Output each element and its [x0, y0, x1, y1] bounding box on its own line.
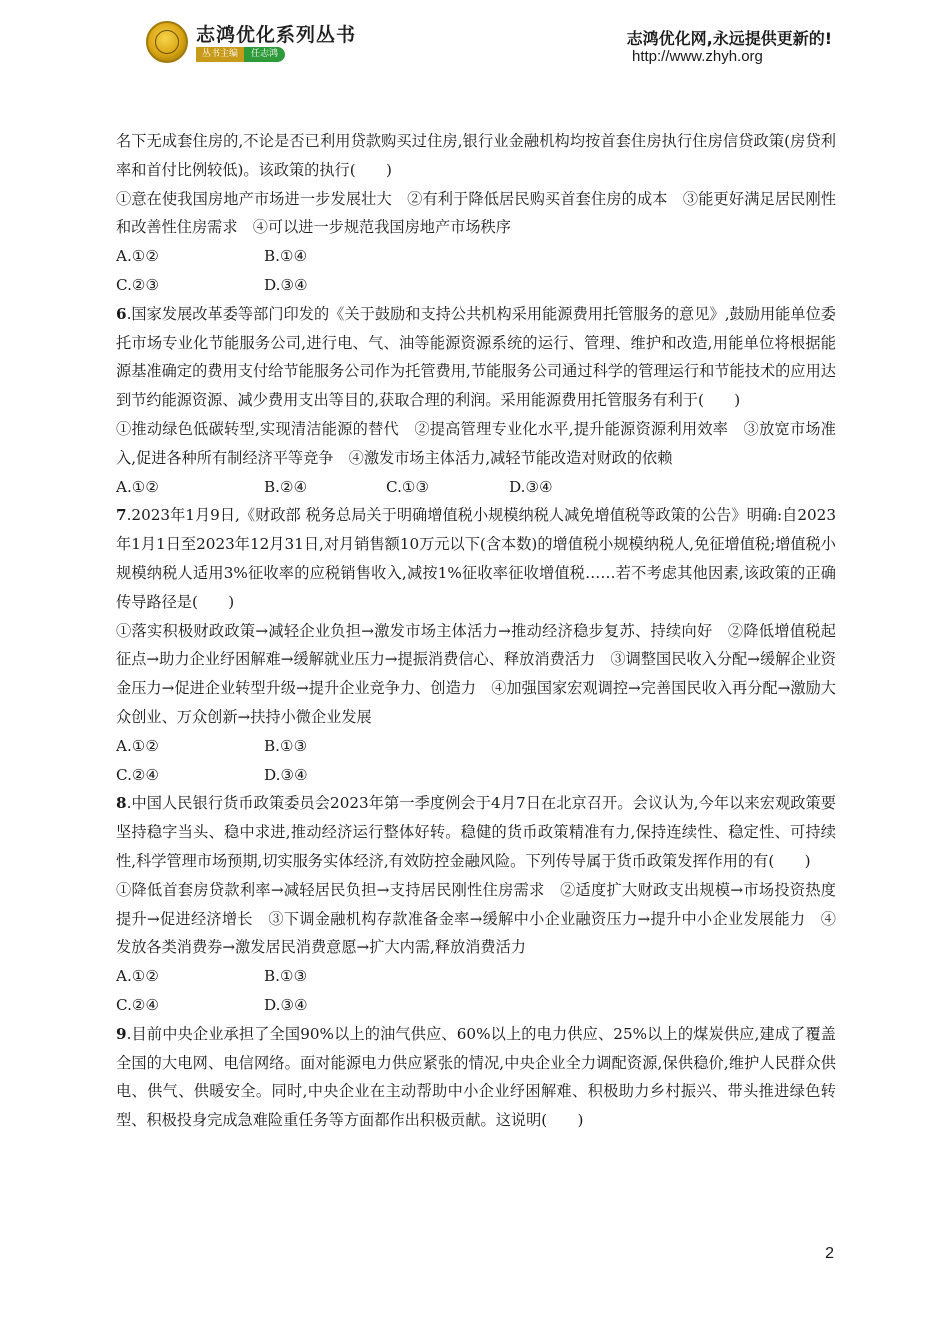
q8-number: 8 [116, 794, 127, 813]
page-number: 2 [825, 1245, 834, 1262]
q7-option-d: D.③④ [264, 765, 308, 784]
q6-stem-text: .国家发展改革委等部门印发的《关于鼓励和支持公共机构采用能源费用托管服务的意见》,鼓励用能单位委托市场专业化节能服务公司,进行电、气、油等能源资源系统的运行、管理、维护和改造,用能单位将根据能源基准确定的费用支付给节能服务公司作为托管费用,节能服务公司通过科学的管理运行和节能技术的应用达到节约能源资源、减少费用支出等目的,获取合理的利润。采用能源费用托管服务有利于( ) [116, 304, 836, 410]
q7-option-a: A.①② [116, 736, 160, 755]
q9-number: 9 [116, 1024, 127, 1043]
q8-stem [116, 789, 836, 875]
q7-statements: ①落实积极财政政策→减轻企业负担→激发市场主体活力→推动经济稳步复苏、持续向好 ②降低增值税起征点→助力企业纾困解难→缓解就业压力→提振消费信心、释放消费活力 ③调整国民收入分配→缓解企业资金压力→促进企业转型升级→提升企业竞争力、创造力 ④加强国家宏观调控→完善国民收入再分配→激励大众创业、万众创新→扶持小微企业发展 [116, 621, 836, 726]
q7-stem-text: .2023年1月9日,《财政部 税务总局关于明确增值税小规模纳税人减免增值税等政策的公告》明确:自2023年1月1日至2023年12月31日,对月销售额10万元以下(含本数)的增值税小规模纳税人,免征增值税;增值税小规模纳税人适用3%征收率的应税销售收入,减按1%征收率征收增值税……若不考虑其他因素,该政策的正确传导路径是( ) [116, 506, 836, 611]
q8-option-d: D.③④ [264, 995, 308, 1014]
q6-option-d: D.③④ [509, 477, 553, 496]
q6-stem [116, 300, 836, 415]
publisher-logo-seal [146, 21, 188, 63]
q8-statements: ①降低首套房贷款利率→减轻居民负担→支持居民刚性住房需求 ②适度扩大财政支出规模→市场投资热度提升→促进经济增长 ③下调金融机构存款准备金率→缓解中小企业融资压力→提升中小企业发展能力 ④发放各类消费券→激发居民消费意愿→扩大内需,释放消费活力 [116, 880, 836, 957]
q7-options-row-2 [116, 761, 836, 790]
q5-option-d: D.③④ [264, 275, 308, 294]
q5-option-c: C.②③ [116, 275, 160, 294]
q7-option-c: C.②④ [116, 765, 160, 784]
editor-badge [196, 47, 285, 62]
q5-options-row-1 [116, 242, 836, 271]
page-header [0, 0, 950, 80]
q5-stem: 名下无成套住房的,不论是否已利用贷款购买过住房,银行业金融机构均按首套住房执行住房信贷政策(房贷利率和首付比例较低)。该政策的执行( ) [116, 132, 836, 179]
q5-options-row-2 [116, 271, 836, 300]
q7-option-b: B.①③ [264, 736, 308, 755]
q9-stem-text: .目前中央企业承担了全国90%以上的油气供应、60%以上的电力供应、25%以上的煤炭供应,建成了覆盖全国的大电网、电信网络。面对能源电力供应紧张的情况,中央企业全力调配资源,保供稳价,维护人民群众供电、供气、供暖安全。同时,中央企业在主动帮助中小企业纾困解难、积极助力乡村振兴、带头推进绿色转型、积极投身完成急难险重任务等方面都作出积极贡献。这说明( ) [116, 1024, 836, 1130]
q5-option-b: B.①④ [264, 247, 308, 266]
q6-number: 6 [116, 304, 127, 323]
q6-option-b: B.②④ [264, 477, 308, 496]
series-title: 志鸿优化系列丛书 [196, 24, 357, 46]
q8-options-row-2 [116, 991, 836, 1020]
editor-label: 丛书主编 [196, 47, 244, 62]
editor-name: 任志鸿 [244, 47, 285, 62]
q5-option-a: A.①② [116, 247, 160, 266]
header-slogan: 志鸿优化网,永远提供更新的! [626, 29, 832, 48]
q8-option-c: C.②④ [116, 995, 160, 1014]
q6-option-a: A.①② [116, 477, 160, 496]
q8-option-a: A.①② [116, 967, 160, 986]
q8-option-b: B.①③ [264, 967, 308, 986]
q6-options-row [116, 473, 836, 502]
q7-number: 7 [116, 506, 127, 525]
q8-stem-text: .中国人民银行货币政策委员会2023年第一季度例会于4月7日在北京召开。会议认为,今年以来宏观政策要坚持稳字当头、稳中求进,推动经济运行整体好转。稳健的货币政策精准有力,保持连续性、稳定性、可持续性,科学管理市场预期,切实服务实体经济,有效防控金融风险。下列传导属于货币政策发挥作用的有( ) [116, 794, 836, 870]
q7-options-row-1 [116, 732, 836, 761]
q6-statements: ①推动绿色低碳转型,实现清洁能源的替代 ②提高管理专业化水平,提升能源资源利用效率 ③放宽市场准入,促进各种所有制经济平等竞争 ④激发市场主体活力,减轻节能改造对财政的依赖 [116, 419, 836, 467]
q8-options-row-1 [116, 962, 836, 991]
q6-option-c: C.①③ [386, 477, 430, 496]
q5-statements: ①意在使我国房地产市场进一步发展壮大 ②有利于降低居民购买首套住房的成本 ③能更好满足居民刚性和改善性住房需求 ④可以进一步规范我国房地产市场秩序 [116, 189, 836, 237]
q9-stem [116, 1020, 836, 1135]
page-content [116, 127, 836, 1135]
q7-stem [116, 501, 836, 616]
header-url[interactable]: http://www.zhyh.org [632, 48, 763, 65]
